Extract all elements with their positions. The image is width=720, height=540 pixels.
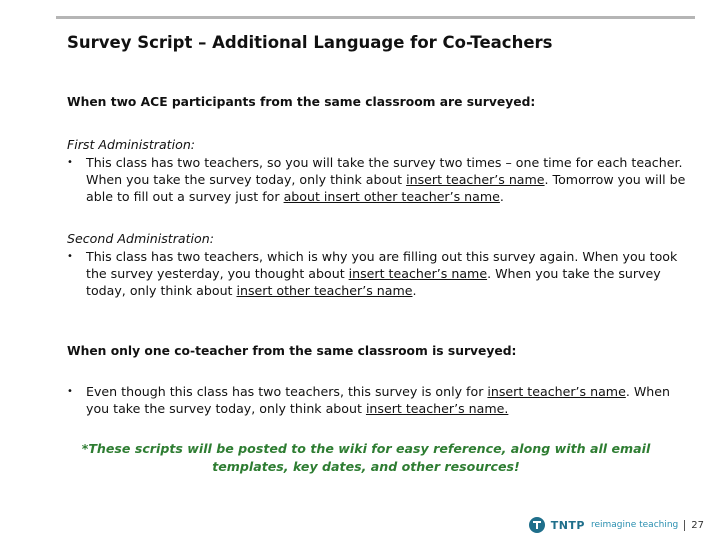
bullet-text: This class has two teachers, so you will take the survey two times – one time for each teacher. When you take the survey today, only think about insert teacher’s name. Tomorrow you will be able to fill out a survey just for about insert other teacher’s name. [86, 155, 686, 204]
section-heading-one-co-teacher: When only one co-teacher from the same classroom is surveyed: [67, 344, 517, 358]
placeholder-other-teacher-name: about insert other teacher’s name [283, 189, 500, 204]
tntp-logo-icon [529, 517, 545, 533]
logo-text: TNTP [550, 518, 585, 532]
bullet-text: Even though this class has two teachers, this survey is only for insert teacher’s name. When you take the survey today, only think about insert teacher’s name. [86, 384, 670, 416]
second-administration-bullet [67, 248, 687, 299]
one-co-teacher-bullet [67, 383, 687, 417]
placeholder-teacher-name: insert teacher’s name [348, 266, 488, 281]
section-heading-two-participants: When two ACE participants from the same classroom are surveyed: [67, 95, 536, 109]
placeholder-teacher-name: insert teacher’s name [487, 384, 626, 399]
resources-note: *These scripts will be posted to the wiki for easy reference, along with all email templates, key dates, and other resources! [81, 441, 651, 474]
second-administration-label: Second Administration: [67, 231, 214, 246]
page-title: Survey Script – Additional Language for Co-Teachers [67, 33, 553, 52]
first-administration-bullet [67, 154, 687, 205]
placeholder-teacher-name: insert teacher’s name [406, 172, 545, 187]
top-divider [56, 16, 695, 19]
bullet-marker: • [67, 386, 73, 397]
logo-tagline: reimagine teaching [590, 520, 679, 530]
bullet-marker: • [67, 251, 73, 262]
page-number: 27 [691, 519, 704, 531]
footer-separator [684, 520, 685, 531]
bullet-text: This class has two teachers, which is why you are filling out this survey again. When you took the survey yesterday, you thought about insert teacher’s name. When you take the survey today, only think about insert other teacher’s name. [86, 249, 678, 298]
footer [529, 516, 704, 534]
placeholder-other-teacher-name: insert other teacher’s name [236, 283, 413, 298]
placeholder-teacher-name: insert teacher’s name. [365, 401, 509, 416]
first-administration-label: First Administration: [67, 137, 196, 152]
bullet-marker: • [67, 157, 73, 168]
